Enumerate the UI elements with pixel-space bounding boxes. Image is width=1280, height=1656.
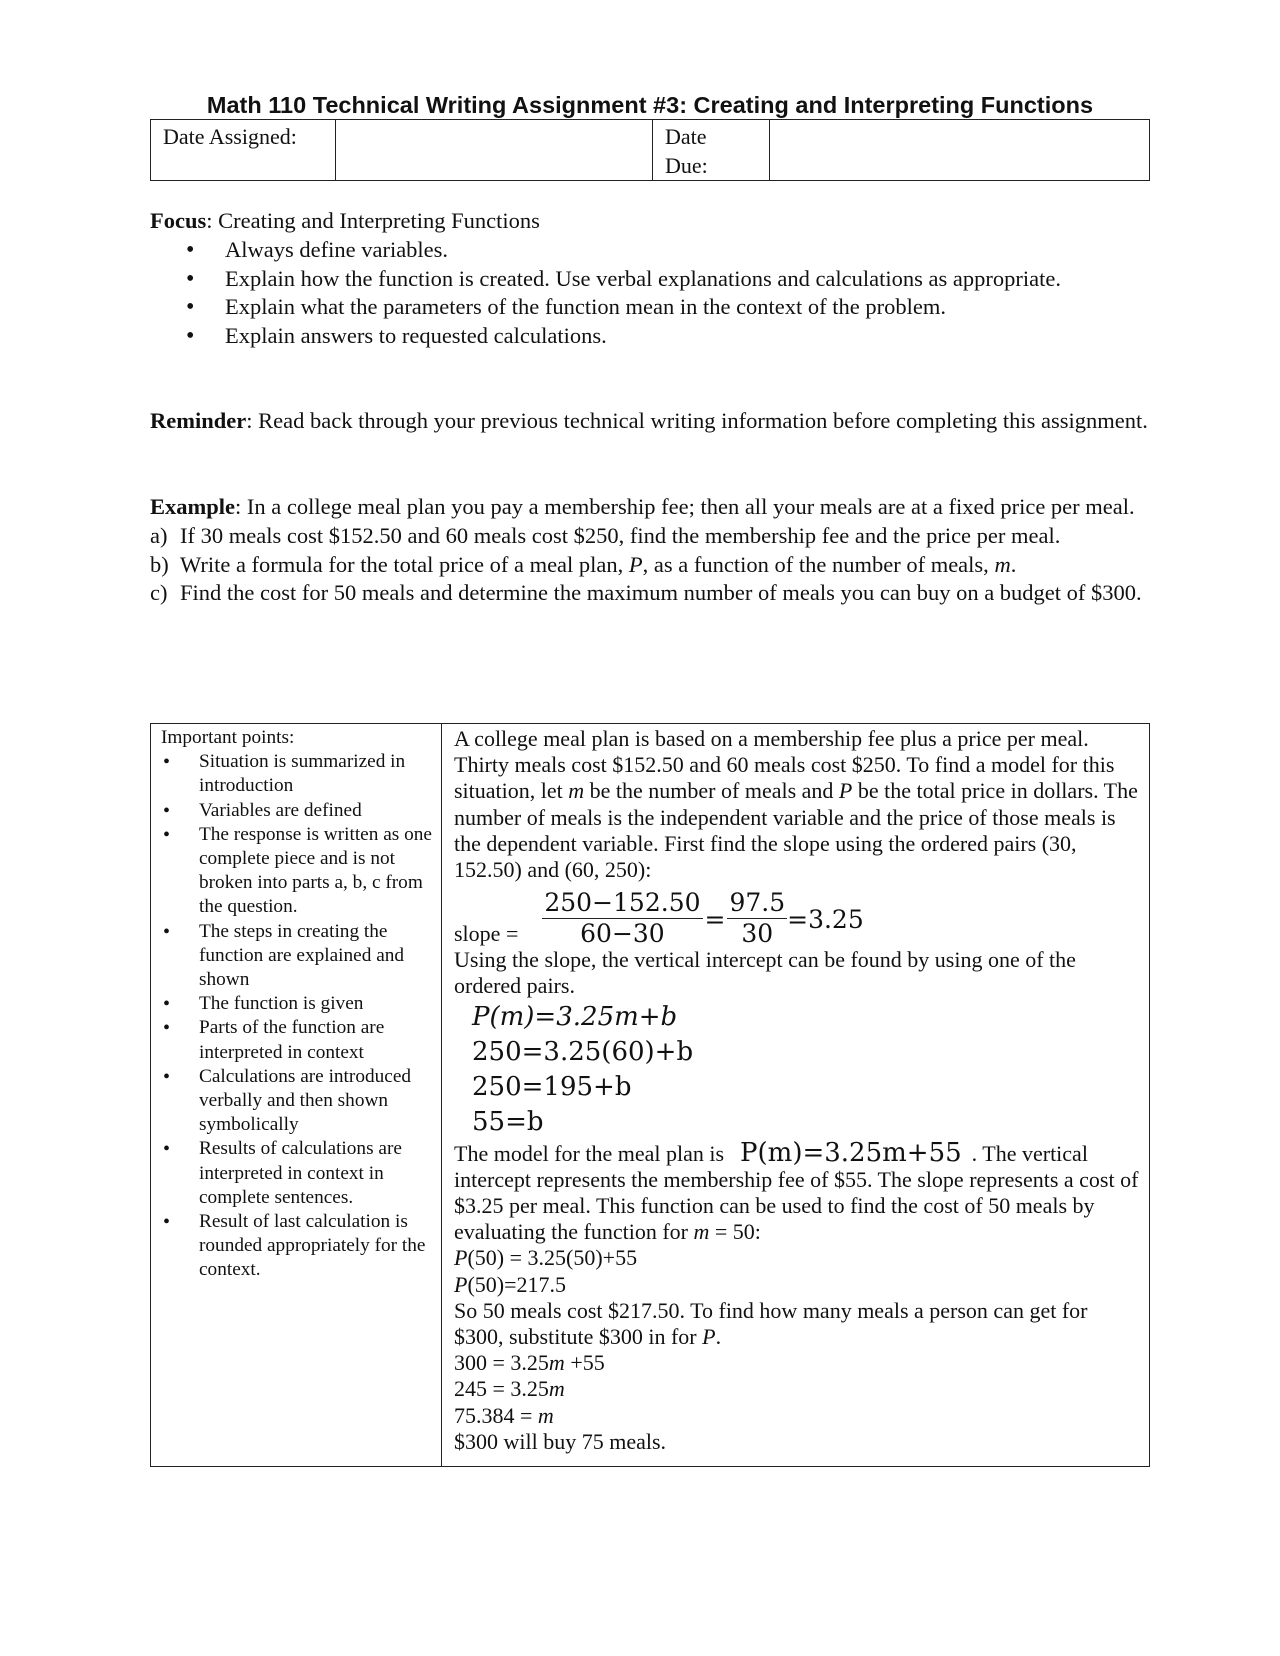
example-text: : In a college meal plan you pay a membership fee; then all your meals are at a fixed price per meal. bbox=[235, 494, 1135, 519]
date-table bbox=[150, 119, 1150, 181]
focus-list bbox=[150, 236, 1150, 351]
example-section bbox=[150, 493, 1150, 608]
slope-fraction-2: $\frac{97.5}{30}$ bbox=[729, 888, 786, 949]
example-label: Example bbox=[150, 494, 236, 519]
date-due-value bbox=[770, 120, 1150, 181]
list-item: • Parts of the function are interpreted in context bbox=[161, 1016, 435, 1064]
calculation-line: P(50)=217.5 bbox=[454, 1271, 567, 1297]
date-assigned-value bbox=[336, 120, 653, 181]
list-item: • Situation is summarized in introduction bbox=[161, 750, 435, 798]
page-title: Math 110 Technical Writing Assignment #3: Creating and Interpreting Functions bbox=[206, 92, 1094, 118]
equation-line: 250=3.25(60)+b bbox=[472, 1036, 694, 1067]
slope-result: =3.25 bbox=[787, 905, 864, 935]
important-points-heading: Important points: bbox=[161, 727, 295, 748]
list-item: • Result of last calculation is rounded appropriately for the context. bbox=[161, 1210, 435, 1283]
calculation-line: P(50) = 3.25(50)+55 bbox=[454, 1245, 638, 1271]
list-item: • The response is written as one complete piece and is not broken into parts a, b, c from the question. bbox=[161, 823, 435, 920]
interpretation-text: intercept represents the membership fee of $55. The slope represents a cost of $3.25 per meal. This function can be used to find the cost of 50 meals by evaluating the function for m = 50: bbox=[454, 1166, 1139, 1245]
list-item: • Explain how the function is created. Use verbal explanations and calculations as appropriate. bbox=[150, 265, 1150, 294]
equation-line: P(m)=3.25m+b bbox=[472, 1001, 678, 1032]
solution-intro: A college meal plan is based on a membership fee plus a price per meal. Thirty meals cost $152.50 and 60 meals cost $250. To find a model for this situation, let m be the number of meals and P be the total price in dollars. The number of meals is the independent variable and the price of those meals is the dependent variable. First find the slope using the ordered pairs (30, 152.50) and (60, 250): bbox=[454, 726, 1138, 883]
focus-text: : Creating and Interpreting Functions bbox=[206, 208, 540, 233]
list-item: • Always define variables. bbox=[150, 236, 1150, 265]
model-equation: P(m)=3.25m+55 bbox=[740, 1137, 962, 1168]
equation-line: 250=195+b bbox=[472, 1071, 632, 1102]
list-item: • Explain what the parameters of the function mean in the context of the problem. bbox=[150, 293, 1150, 322]
reminder-section bbox=[150, 407, 1150, 436]
solution-table bbox=[150, 723, 1150, 1467]
important-points-list bbox=[161, 750, 435, 1282]
list-item: • Explain answers to requested calculations. bbox=[150, 322, 1150, 351]
intercept-text: Using the slope, the vertical intercept can be found by using one of the ordered pairs. bbox=[454, 947, 1076, 999]
solve-line: 245 = 3.25m bbox=[454, 1376, 565, 1402]
list-item: • The steps in creating the function are explained and shown bbox=[161, 920, 435, 993]
final-answer: $300 will buy 75 meals. bbox=[454, 1428, 667, 1454]
slope-fraction-1: $\frac{250-152.50}{60-30}$ bbox=[544, 888, 701, 949]
date-due-label: Date Due: bbox=[653, 120, 770, 181]
list-item: • Calculations are introduced verbally and then shown symbolically bbox=[161, 1065, 435, 1138]
slope-equation: slope = $\frac{250-152.50}{60-30}$ = $\frac{97.5}{30}$ =3.25 bbox=[454, 888, 864, 949]
solution-cell bbox=[442, 724, 1150, 1467]
conclusion-text: So 50 meals cost $217.50. To find how many meals a person can get for $300, substitute $300 in for P. bbox=[454, 1297, 1088, 1350]
list-item: b) Write a formula for the total price of a meal plan, P, as a function of the number of meals, m. bbox=[150, 551, 1017, 577]
equation-line: 55=b bbox=[472, 1106, 544, 1137]
reminder-label: Reminder bbox=[150, 408, 247, 433]
list-item: c) Find the cost for 50 meals and determine the maximum number of meals you can buy on a budget of $300. bbox=[150, 580, 1142, 606]
focus-section bbox=[150, 207, 1150, 351]
list-item: • Results of calculations are interpreted in context in complete sentences. bbox=[161, 1137, 435, 1210]
slope-label: slope = bbox=[454, 921, 519, 947]
list-item: • Variables are defined bbox=[161, 799, 435, 823]
date-assigned-label: Date Assigned: bbox=[151, 120, 336, 181]
list-item: • The function is given bbox=[161, 992, 435, 1016]
focus-label: Focus bbox=[150, 208, 207, 233]
example-parts bbox=[150, 522, 1150, 608]
list-item: a) If 30 meals cost $152.50 and 60 meals cost $250, find the membership fee and the price per meal. bbox=[150, 522, 1061, 548]
solve-line: 300 = 3.25m +55 bbox=[454, 1350, 605, 1376]
reminder-text: : Read back through your previous technical writing information before completing this assignment. bbox=[246, 408, 1148, 433]
solve-line: 75.384 = m bbox=[454, 1402, 554, 1428]
important-points-cell bbox=[151, 724, 442, 1467]
model-line: The model for the meal plan is P(m)=3.25m+55 . The vertical bbox=[454, 1137, 1088, 1168]
